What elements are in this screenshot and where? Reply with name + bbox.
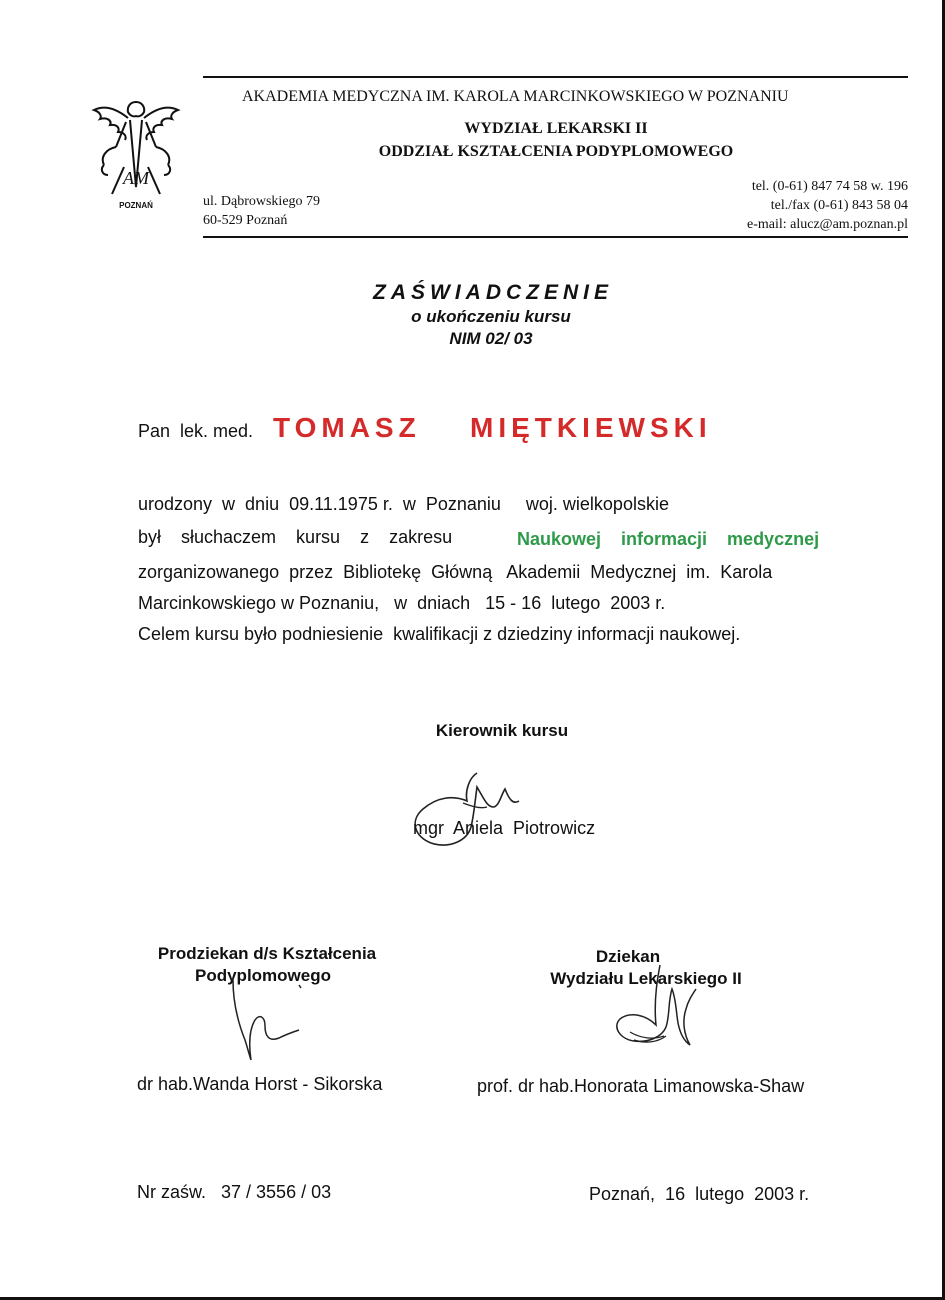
email-address: e-mail: alucz@am.poznan.pl [747, 217, 908, 232]
body-line-3: zorganizowanego przez Bibliotekę Główną Akademii Medycznej im. Karola [138, 562, 773, 582]
course-head-name: mgr Aniela Piotrowicz [413, 818, 596, 838]
course-head-signature [405, 765, 535, 865]
place-and-date: Poznań, 16 lutego 2003 r. [589, 1184, 810, 1204]
vice-dean-title-line-1: Prodziekan d/s Kształcenia [157, 944, 377, 963]
dean-title-line-2: Wydziału Lekarskiego II [550, 969, 742, 988]
recipient-prefix: Pan lek. med. [138, 421, 254, 441]
certificate-number: Nr zaśw. 37 / 3556 / 03 [137, 1182, 332, 1202]
course-code: NIM 02/ 03 [449, 329, 533, 348]
dean-title-line-1: Dziekan [595, 947, 661, 966]
vice-dean-title-line-2: Podyplomowego [195, 966, 331, 985]
course-topic: Naukowej informacji medycznej [517, 529, 820, 549]
body-line-2: był słuchaczem kursu z zakresu [138, 527, 453, 547]
header-top-rule [203, 76, 908, 78]
certificate-subtitle: o ukończeniu kursu [411, 307, 571, 326]
university-eagle-logo [86, 92, 186, 212]
recipient-last-name: MIĘTKIEWSKI [470, 412, 712, 443]
header-bottom-rule [203, 236, 908, 238]
department-name: ODDZIAŁ KSZTAŁCENIA PODYPLOMOWEGO [378, 143, 734, 160]
logo-city: POZNAŃ [119, 201, 153, 210]
fax-number: tel./fax (0-61) 843 58 04 [770, 198, 908, 213]
address-line-2: 60-529 Poznań [203, 213, 288, 228]
phone-number: tel. (0-61) 847 74 58 w. 196 [751, 179, 908, 194]
recipient-first-name: TOMASZ [273, 412, 421, 443]
vice-dean-signature [225, 975, 315, 1080]
dean-signature [610, 960, 700, 1070]
logo-text: AM [123, 168, 149, 188]
certificate-title: ZAŚWIADCZENIE [373, 281, 613, 304]
dean-name: prof. dr hab.Honorata Limanowska-Shaw [477, 1076, 805, 1096]
address-line-1: ul. Dąbrowskiego 79 [203, 194, 321, 209]
faculty-name: WYDZIAŁ LEKARSKI II [464, 120, 648, 137]
vice-dean-name: dr hab.Wanda Horst - Sikorska [137, 1074, 383, 1094]
body-line-1: urodzony w dniu 09.11.1975 r. w Poznaniu woj. wielkopolskie [138, 494, 669, 514]
body-line-5: Celem kursu było podniesienie kwalifikacji z dziedziny informacji naukowej. [138, 624, 741, 644]
course-head-title: Kierownik kursu [435, 721, 569, 740]
body-line-4: Marcinkowskiego w Poznaniu, w dniach 15 - 16 lutego 2003 r. [138, 593, 666, 613]
academy-name: AKADEMIA MEDYCZNA IM. KAROLA MARCINKOWSKIEGO W POZNANIU [242, 88, 789, 105]
